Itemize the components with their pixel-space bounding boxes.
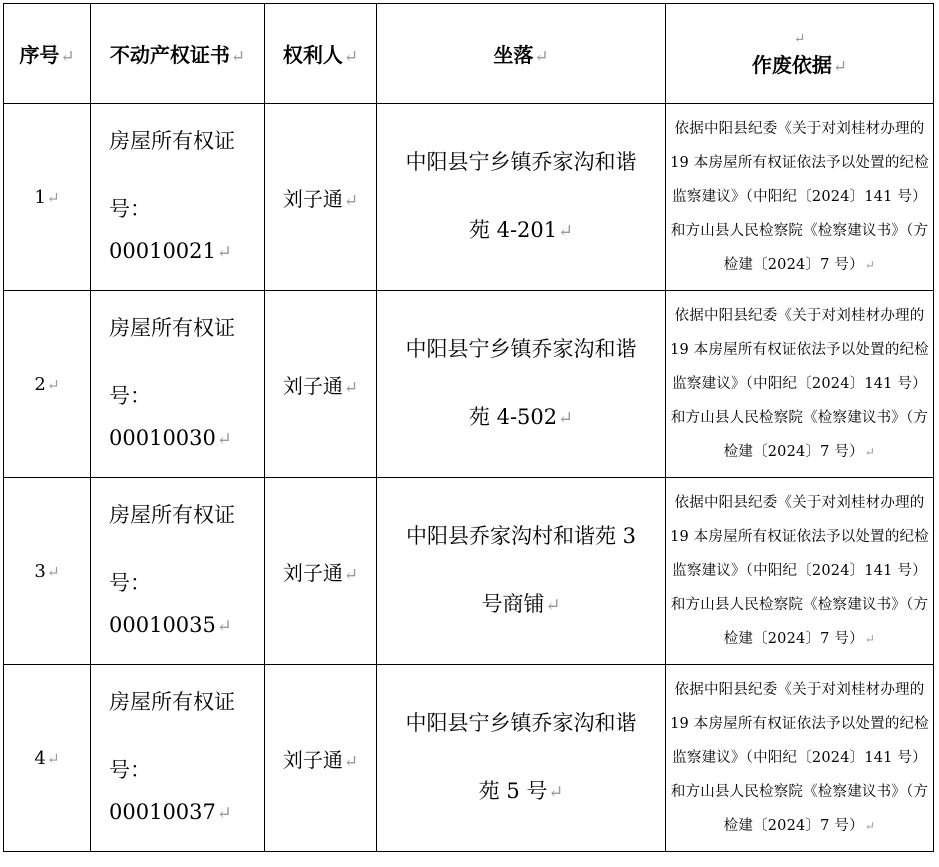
- cell-location: 中阳县乔家沟村和谐苑 3 号商铺↵: [377, 478, 666, 665]
- table-row: [4, 478, 934, 665]
- cell-no: 4↵: [4, 665, 91, 852]
- header-cell-owner: 权利人↵: [265, 4, 377, 104]
- header-cell-no: 序号↵: [4, 4, 91, 104]
- cell-void-basis: 依据中阳县纪委《关于对刘桂材办理的 19 本房屋所有权证依法予以处置的纪检监察建议》（中阳纪〔2024〕141 号）和方山县人民检察院《检察建议书》（方检建〔2024〕7 号）↵: [666, 104, 934, 291]
- cell-void-basis: 依据中阳县纪委《关于对刘桂材办理的 19 本房屋所有权证依法予以处置的纪检监察建议》（中阳纪〔2024〕141 号）和方山县人民检察院《检察建议书》（方检建〔2024〕7 号）↵: [666, 665, 934, 852]
- cell-certificate: 房屋所有权证 号：00010030↵: [91, 291, 265, 478]
- header-cell-cert: 不动产权证书↵: [91, 4, 265, 104]
- cell-location: 中阳县宁乡镇乔家沟和谐 苑 4-201↵: [377, 104, 666, 291]
- header-cell-location: 坐落↵: [377, 4, 666, 104]
- cell-no: 1↵: [4, 104, 91, 291]
- cell-location: 中阳县宁乡镇乔家沟和谐 苑 4-502↵: [377, 291, 666, 478]
- cell-owner: 刘子通↵: [265, 104, 377, 291]
- cell-certificate: 房屋所有权证 号：00010035↵: [91, 478, 265, 665]
- header-cell-basis: ↵ 作废依据↵: [666, 4, 934, 104]
- cell-no: 2↵: [4, 291, 91, 478]
- cell-certificate: 房屋所有权证 号：00010037↵: [91, 665, 265, 852]
- table-row: [4, 665, 934, 852]
- cell-no: 3↵: [4, 478, 91, 665]
- cell-certificate: 房屋所有权证 号：00010021↵: [91, 104, 265, 291]
- cell-void-basis: 依据中阳县纪委《关于对刘桂材办理的 19 本房屋所有权证依法予以处置的纪检监察建议》（中阳纪〔2024〕141 号）和方山县人民检察院《检察建议书》（方检建〔2024〕7 号）↵: [666, 291, 934, 478]
- cell-owner: 刘子通↵: [265, 291, 377, 478]
- void-certificate-table: [3, 3, 934, 852]
- cell-void-basis: 依据中阳县纪委《关于对刘桂材办理的 19 本房屋所有权证依法予以处置的纪检监察建议》（中阳纪〔2024〕141 号）和方山县人民检察院《检察建议书》（方检建〔2024〕7 号）↵: [666, 478, 934, 665]
- cell-owner: 刘子通↵: [265, 665, 377, 852]
- table-row: [4, 291, 934, 478]
- table-row: [4, 104, 934, 291]
- cell-location: 中阳县宁乡镇乔家沟和谐 苑 5 号↵: [377, 665, 666, 852]
- cell-owner: 刘子通↵: [265, 478, 377, 665]
- table-header-row: [4, 4, 934, 104]
